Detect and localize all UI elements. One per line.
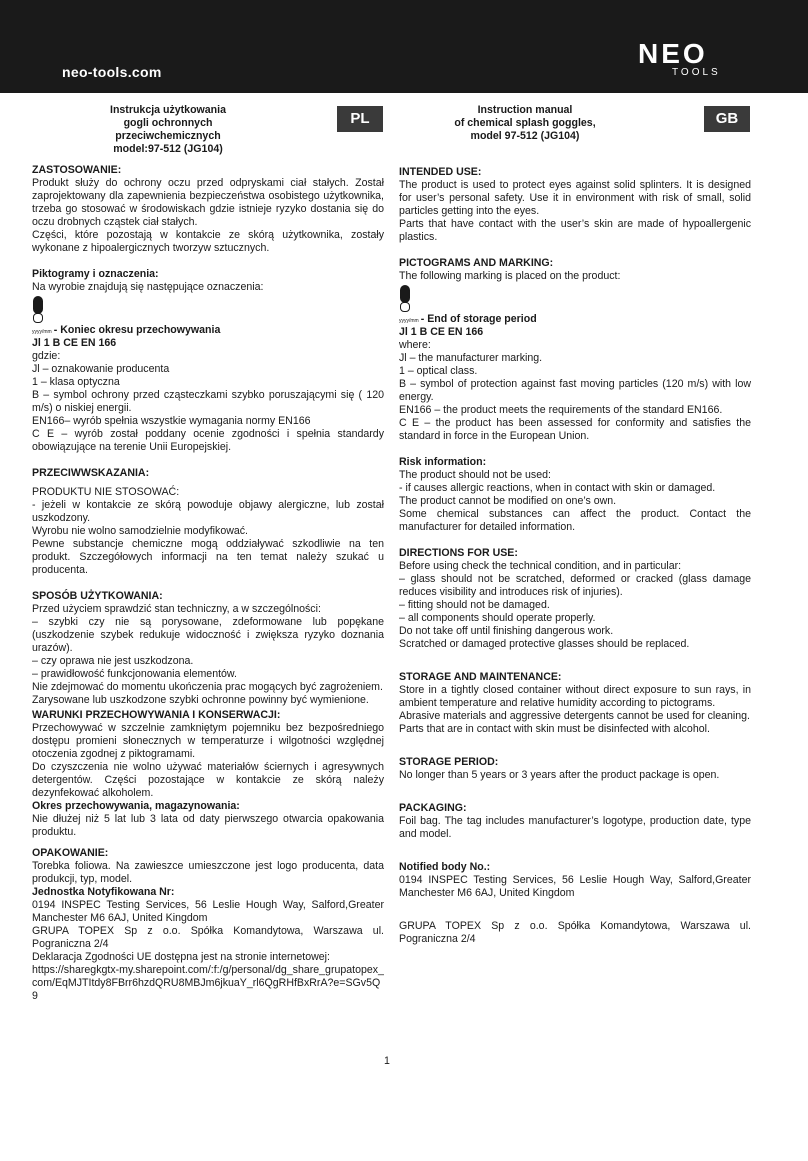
section-heading: WARUNKI PRZECHOWYWANIA I KONSERWACJI: — [32, 709, 281, 721]
section-heading: PICTOGRAMS AND MARKING: — [399, 257, 554, 269]
neo-tools-logo — [638, 40, 758, 80]
section-heading: PACKAGING: — [399, 802, 467, 814]
language-badge-gb: GB — [704, 106, 750, 132]
page-number: 1 — [384, 1055, 390, 1067]
logo-main-text: NEO — [638, 38, 708, 69]
declaration-link[interactable]: https://sharegkgtx-my.sharepoint.com/:f:/g/personal/dg_share_grupatopex_com/EqMJTItdy8FBrr6hzdQRU8MBJm6jkuaY_rl6QgRHfBxRrA?e=SGv5Q9 — [32, 964, 384, 1002]
pictogram-row — [32, 296, 384, 324]
section-heading: Notified body No.: — [399, 861, 491, 873]
section-heading: Piktogramy i oznaczenia: — [32, 268, 159, 280]
title-gb: Instruction manual of chemical splash goggles, model 97-512 (JG104) — [454, 104, 596, 142]
title-pl: Instrukcja użytkowania gogli ochronnych przeciwchemicznych model:97-512 (JG104) — [110, 104, 226, 155]
section-heading: OPAKOWANIE: — [32, 847, 109, 859]
section-heading: Jednostka Notyfikowana Nr: — [32, 886, 175, 898]
section-heading: PRZECIWWSKAZANIA: — [32, 467, 150, 479]
hourglass-icon — [399, 285, 411, 313]
section-heading: STORAGE AND MAINTENANCE: — [399, 671, 562, 683]
section-heading: DIRECTIONS FOR USE: — [399, 547, 518, 559]
section-heading: ZASTOSOWANIE: — [32, 164, 122, 176]
page-header — [0, 0, 808, 93]
language-badge-pl: PL — [337, 106, 383, 132]
website-url: neo-tools.com — [62, 64, 162, 80]
marking-code: Jl 1 B CE EN 166 — [399, 326, 484, 338]
section-heading: INTENDED USE: — [399, 166, 482, 178]
section-heading: STORAGE PERIOD: — [399, 756, 499, 768]
hourglass-icon — [32, 296, 44, 324]
pictogram-row — [399, 285, 751, 313]
marking-code: Jl 1 B CE EN 166 — [32, 337, 117, 349]
section-heading: Okres przechowywania, magazynowania: — [32, 800, 240, 812]
section-heading: Risk information: — [399, 456, 487, 468]
content-pl: ZASTOSOWANIE: Produkt służy do ochrony oczu przed odpryskami ciał stałych. Został zaprojektowany dla zapewnienia bezpieczeństwa osobistego użytkownika, trzeba go stosować w środowiskach gdzie istnieje ryzyko dostania się do oczu drobnych cząstek ciał stałych. Części, które pozostają w kontakcie ze skórą użytkownika, zostały wykonane z hipoalergicznych tworzyw sztucznych. Piktogramy i oznaczenia: Na wyrobie znajdują się następujące oznaczenia: yyyy/mm - Koniec okresu przechowywania Jl 1 B CE EN 166 gdzie: Jl – oznakowanie producenta 1 – klasa optyczna B – symbol ochrony przed cząsteczkami szybko poruszającymi się ( 120 m/s) o niskiej energii. EN166– wyrób spełnia wszystkie wymagania normy EN166 C E – wyrób został poddany ocenie zgodności i spełnia standardy obowiązujące na terenie Unii Europejskiej. PRZECIWWSKAZANIA: PRODUKTU NIE STOSOWAĆ: - jeżeli w kontakcie ze skórą powoduje objawy alergiczne, lub został uszkodzony. Wyrobu nie wolno samodzielnie modyfikować. Pewne substancje chemiczne mogą oddziaływać szkodliwie na ten produkt. Szczegółowych informacji na ten temat należy szukać u producenta. SPOSÓB UŻYTKOWANIA: Przed użyciem sprawdzić stan techniczny, a w szczególności: – szybki czy nie są porysowane, zdeformowane lub popękane (uszkodzenie szybek redukuje widoczność i zwiększa ryzyko doznania urazów). – czy oprawa nie jest uszkodzona. – prawidłowość funkcjonowania elementów. Nie zdejmować do momentu ukończenia prac mogących być zagrożeniem. Zarysowane lub uszkodzone szybki ochronne powinny być wymienione. WARUNKI PRZECHOWYWANIA I KONSERWACJI: Przechowywać w szczelnie zamkniętym pojemniku bez bezpośredniego dostępu promieni słonecznych w temperaturze i wilgotności względnej otoczenia zgodnej z piktogramami. Do czyszczenia nie wolno używać materiałów ściernych i agresywnych detergentów. Części pozostające w kontakcie ze skórą należy dezynfekować alkoholem. Okres przechowywania, magazynowania: Nie dłużej niż 5 lat lub 3 lata od daty pierwszego otwarcia opakowania produktu. OPAKOWANIE: Torebka foliowa. Na zawieszce umieszczone jest logo producenta, data produkcji, typ, model. Jednostka Notyfikowana Nr: 0194 INSPEC Testing Services, 56 Leslie Hough Way, Salford,Greater Manchester M6 6AJ, United Kingdom GRUPA TOPEX Sp z o.o. Spółka Komandytowa, Warszawa ul. Pograniczna 2/4 Deklaracja Zgodności UE dostępna jest na stronie internetowej: https://sharegkgtx-my.sharepoint.com/:f:/g/personal/dg_share_grupatopex_com/EqMJTItdy8FBrr6hzdQRU8MBJm6jkuaY_rl6QgRHfBxRrA?e=SGv5Q9 — [32, 164, 384, 1002]
section-heading: SPOSÓB UŻYTKOWANIA: — [32, 590, 163, 602]
logo-sub-text: TOOLS — [672, 67, 721, 78]
content-gb: INTENDED USE: The product is used to protect eyes against solid splinters. It is designed for user’s personal safety. Use it in environment with risk of small, solid particles getting into the eyes. Parts that have contact with the user’s skin are made of hypoallergenic plastics. PICTOGRAMS AND MARKING: The following marking is placed on the product: yyyy/mm - End of storage period Jl 1 B CE EN 166 where: Jl – the manufacturer marking. 1 – optical class. B – symbol of protection against fast moving particles (120 m/s) with low energy. EN166 – the product meets the requirements of the standard EN166. C E – the product has been assessed for conformity and satisfies the standard in force in the European Union. Risk information: The product should not be used: - if causes allergic reactions, when in contact with skin or damaged. The product cannot be modified on one’s own. Some chemical substances can affect the product. Contact the manufacturer for detailed information. DIRECTIONS FOR USE: Before using check the technical condition, and in particular: – glass should not be scratched, deformed or cracked (glass damage reduces visibility and introduces risk of injuries). – fitting should not be damaged. – all components should operate properly. Do not take off until finishing dangerous work. Scratched or damaged protective glasses should be replaced. STORAGE AND MAINTENANCE: Store in a tightly closed container without direct exposure to sun rays, in ambient temperature and relative humidity according to pictograms. Abrasive materials and aggressive detergents cannot be used for cleaning. Parts that are in contact with skin must be disinfected with alcohol. STORAGE PERIOD: No longer than 5 years or 3 years after the product package is open. PACKAGING: Foil bag. The tag includes manufacturer’s logotype, production date, type and model. Notified body No.: 0194 INSPEC Testing Services, 56 Leslie Hough Way, Salford,Greater Manchester M6 6AJ, United Kingdom GRUPA TOPEX Sp z o.o. Spółka Komandytowa, Warszawa ul. Pograniczna 2/4 — [399, 166, 751, 945]
